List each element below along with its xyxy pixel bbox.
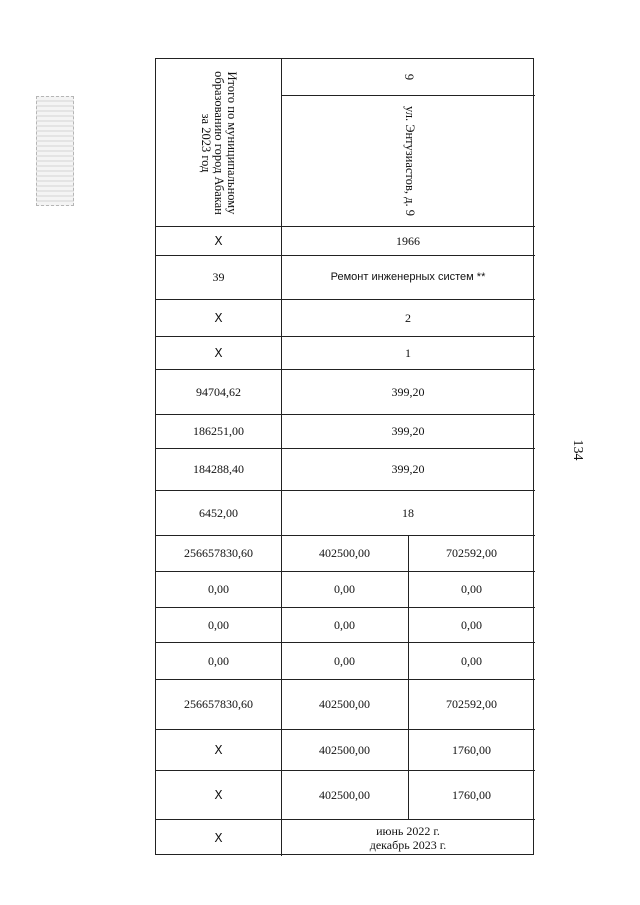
row-5-right: 399,20 (391, 384, 425, 399)
row-1-right: 1966 (396, 233, 420, 248)
header-object-number: 9 (402, 73, 416, 81)
data-table (155, 58, 534, 855)
row-8-right: 18 (402, 505, 414, 520)
header-number-cell (281, 59, 535, 95)
row-5-left: 94704,62 (196, 384, 241, 399)
row-11-right: 0,00 (461, 617, 482, 632)
row-4-right: 1 (405, 345, 411, 360)
row-16-left: X (214, 830, 223, 845)
row-12-mid: 0,00 (334, 653, 355, 668)
row-8-left: 6452,00 (199, 505, 238, 520)
row-15-right: 1760,00 (452, 787, 491, 802)
row-11-mid: 0,00 (334, 617, 355, 632)
row-9-mid: 402500,00 (319, 546, 370, 560)
row-13-right: 702592,00 (446, 697, 497, 711)
row-4-left: X (214, 345, 223, 360)
row-2-left: 39 (212, 270, 225, 284)
row-10-left: 0,00 (208, 582, 229, 596)
header-address: ул. Энтузиастов, д. 9 (403, 105, 417, 216)
header-address-cell (281, 95, 535, 226)
row-3-left: X (214, 310, 223, 325)
row-13-left: 256657830,60 (184, 697, 253, 711)
page-number: 134 (570, 439, 585, 461)
row-13-mid: 402500,00 (319, 697, 370, 711)
row-15-left: X (214, 787, 223, 802)
stamp-mark (36, 96, 74, 206)
row-14-mid: 402500,00 (319, 742, 370, 757)
row-12-right: 0,00 (461, 653, 482, 668)
row-9-left: 256657830,60 (184, 546, 253, 560)
row-14-right: 1760,00 (452, 742, 491, 757)
row-9-right: 702592,00 (446, 546, 497, 560)
row-2-right: Ремонт инженерных систем ** (330, 271, 486, 283)
row-6-left: 186251,00 (193, 424, 244, 438)
header-total-cell (156, 59, 281, 226)
row-12-left: 0,00 (208, 653, 229, 668)
row-14-left: X (214, 742, 223, 757)
row-1-left: X (214, 233, 223, 248)
row-15-mid: 402500,00 (319, 787, 370, 802)
row-7-right: 399,20 (391, 462, 425, 476)
row-16-right: июнь 2022 г. декабрь 2023 г. (369, 823, 447, 852)
header-total-label: Итого по муниципальному образованию город Абакан за 2023 год (199, 70, 239, 215)
row-11-left: 0,00 (208, 617, 229, 632)
row-7-left: 184288,40 (193, 462, 244, 476)
row-6-right: 399,20 (391, 424, 425, 438)
row-10-right: 0,00 (461, 582, 482, 596)
row-10-mid: 0,00 (334, 582, 355, 596)
row-3-right: 2 (405, 310, 411, 325)
